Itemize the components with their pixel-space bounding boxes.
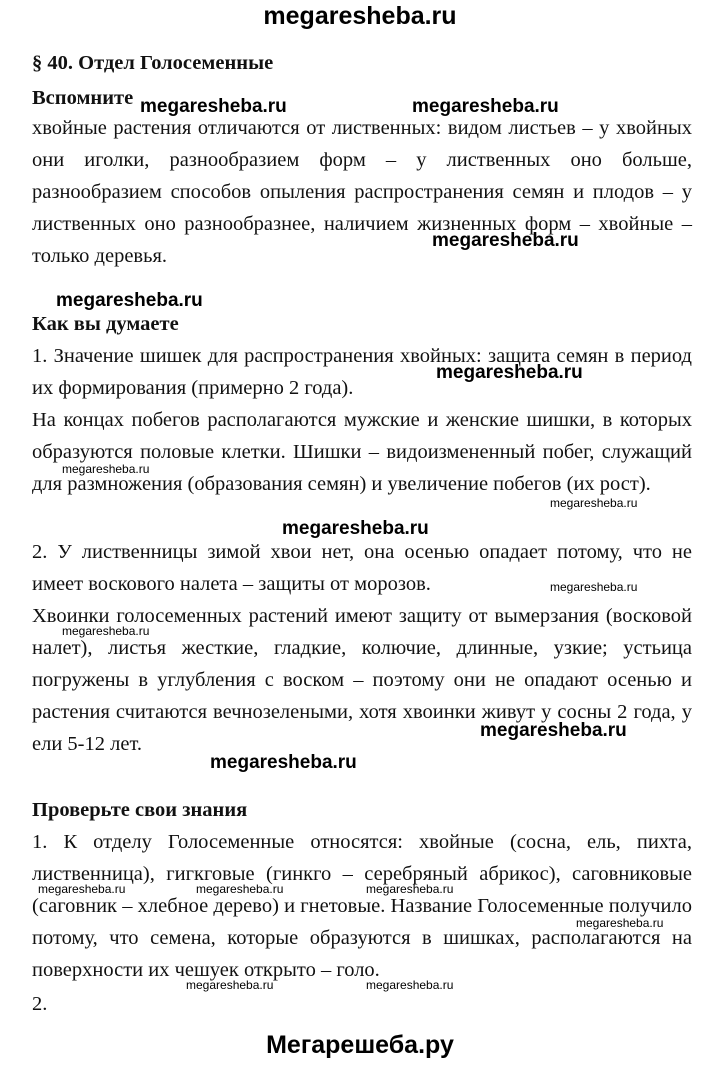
watermark: megaresheba.ru [62, 624, 150, 638]
watermark: megaresheba.ru [210, 752, 357, 773]
watermark: megaresheba.ru [436, 362, 583, 383]
watermark: megaresheba.ru [366, 882, 454, 896]
think-paragraph-1: 1. Значение шишек для распространения хвойных: защита семян в период их формирования (примерно 2 года). [32, 345, 692, 399]
section-title: § 40. Отдел Голосеменные [32, 52, 274, 74]
watermark: megaresheba.ru [38, 882, 126, 896]
watermark: megaresheba.ru [412, 96, 559, 117]
check-heading: Проверьте свои знания [32, 799, 248, 821]
think-paragraph-2: На концах побегов располагаются мужские и женские шишки, в которых образуются половые клетки. Шишки – видоизмененный побег, служащий для размножения (образования семян) и увеличение побегов (их рост). [32, 409, 692, 495]
watermark: megaresheba.ru [62, 462, 150, 476]
site-footer[interactable]: Мегарешеба.ру [266, 1031, 454, 1059]
watermark: megaresheba.ru [432, 230, 579, 251]
watermark: megaresheba.ru [550, 580, 638, 594]
watermark: megaresheba.ru [186, 978, 274, 992]
watermark: megaresheba.ru [366, 978, 454, 992]
watermark: megaresheba.ru [140, 96, 287, 117]
remember-heading: Вспомните [32, 87, 134, 109]
watermark: megaresheba.ru [56, 290, 203, 311]
watermark: megaresheba.ru [480, 720, 627, 741]
remember-text: хвойные растения отличаются от лиственных: видом листьев – у хвойных они иголки, разнообразием форм – у лиственных оно больше, разнообразием способов опыления распространения семян и плодов – у лиственных оно разнообразнее, наличием жизненных форм – хвойные – только деревья. [32, 117, 692, 267]
think-paragraph-3: 2. У лиственницы зимой хвои нет, она осенью опадает потому, что не имеет воскового налета – защиты от морозов. [32, 541, 692, 595]
watermark: megaresheba.ru [282, 518, 429, 539]
watermark: megaresheba.ru [196, 882, 284, 896]
check-paragraph-2: 2. [32, 993, 48, 1015]
think-heading: Как вы думаете [32, 313, 179, 335]
watermark: megaresheba.ru [550, 496, 638, 510]
watermark: megaresheba.ru [576, 916, 664, 930]
site-header[interactable]: megaresheba.ru [263, 2, 457, 30]
think-paragraph-4: Хвоинки голосеменных растений имеют защиту от вымерзания (восковой налет), листья жесткие, гладкие, колючие, длинные, узкие; устьица погружены в углубления с воском – поэтому они не опадают осенью и растения считаются вечнозелеными, хотя хвоинки живут у сосны 2 года, у ели 5-12 лет. [32, 605, 692, 755]
check-paragraph-1: 1. К отделу Голосеменные относятся: хвойные (сосна, ель, пихта, лиственница), гигкговые (гинкго – серебряный абрикос), саговниковые (саговник – хлебное дерево) и гнетовые. Название Голосеменные получило потому, что семена, которые образуются в шишках, располагаются на поверхности их чешуек открыто – голо. [32, 831, 692, 981]
